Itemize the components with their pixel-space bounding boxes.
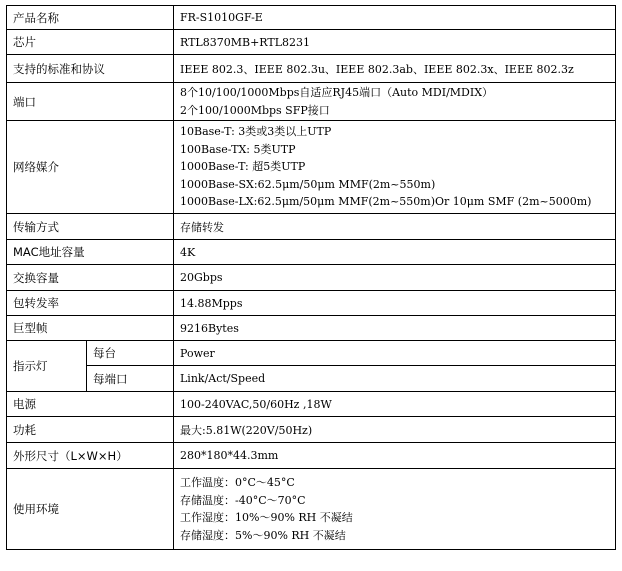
power-value: 100-240VAC,50/60Hz ,18W — [174, 392, 616, 417]
ports-label: 端口 — [7, 83, 174, 121]
chip-label: 芯片 — [7, 30, 174, 55]
packet-rate-value: 14.88Mpps — [174, 291, 616, 316]
mac-capacity-label: MAC地址容量 — [7, 240, 174, 265]
row-media — [7, 121, 616, 214]
row-consumption — [7, 417, 616, 443]
indicator-port-label: 每端口 — [87, 366, 174, 392]
environment-label: 使用环境 — [7, 469, 174, 550]
row-ports — [7, 83, 616, 121]
row-transfer-mode — [7, 214, 616, 240]
power-label: 电源 — [7, 392, 174, 417]
environment-line: 工作温度：0°C～45°C — [180, 476, 295, 489]
row-switch-capacity — [7, 265, 616, 291]
switch-capacity-label: 交换容量 — [7, 265, 174, 291]
switch-capacity-value: 20Gbps — [174, 265, 616, 291]
dimensions-value: 280*180*44.3mm — [174, 443, 616, 469]
product-name-label: 产品名称 — [7, 6, 174, 30]
jumbo-frame-value: 9216Bytes — [174, 316, 616, 341]
spec-table — [6, 5, 616, 550]
row-chip — [7, 30, 616, 55]
media-label: 网络媒介 — [7, 121, 174, 214]
environment-line: 存储湿度：5%～90% RH 不凝结 — [180, 528, 346, 542]
indicator-unit-label: 每台 — [87, 341, 174, 366]
row-environment — [7, 469, 616, 550]
standards-value: IEEE 802.3、IEEE 802.3u、IEEE 802.3ab、IEEE 802.3x、IEEE 802.3z — [174, 55, 616, 83]
row-jumbo-frame — [7, 316, 616, 341]
consumption-value: 最大:5.81W(220V/50Hz) — [174, 417, 616, 443]
jumbo-frame-label: 巨型帧 — [7, 316, 174, 341]
dimensions-label: 外形尺寸（L×W×H） — [7, 443, 174, 469]
product-name-value: FR-S1010GF-E — [174, 6, 616, 30]
media-line: 1000Base-LX:62.5μm/50μm MMF(2m~550m)Or 10μm SMF (2m~5000m) — [180, 195, 592, 209]
row-power — [7, 392, 616, 417]
consumption-label: 功耗 — [7, 417, 174, 443]
chip-value: RTL8370MB+RTL8231 — [174, 30, 616, 55]
environment-line: 存储温度：-40°C～70°C — [180, 493, 306, 507]
indicator-unit-value: Power — [174, 341, 616, 366]
row-indicators-port — [7, 366, 616, 392]
standards-label: 支持的标准和协议 — [7, 55, 174, 83]
media-line: 100Base-TX: 5类UTP — [180, 142, 296, 156]
ports-value — [174, 83, 616, 121]
ports-line: 2个100/1000Mbps SFP接口 — [180, 103, 330, 117]
row-packet-rate — [7, 291, 616, 316]
row-indicators-unit — [7, 341, 616, 366]
ports-line: 8个10/100/1000Mbps自适应RJ45端口（Auto MDI/MDIX） — [180, 86, 494, 99]
packet-rate-label: 包转发率 — [7, 291, 174, 316]
mac-capacity-value: 4K — [174, 240, 616, 265]
media-value — [174, 121, 616, 214]
media-line: 1000Base-SX:62.5μm/50μm MMF(2m~550m) — [180, 177, 436, 191]
row-standards — [7, 55, 616, 83]
transfer-mode-label: 传输方式 — [7, 214, 174, 240]
environment-value — [174, 469, 616, 550]
media-line: 1000Base-T: 超5类UTP — [180, 160, 306, 174]
transfer-mode-value: 存储转发 — [174, 214, 616, 240]
media-line: 10Base-T: 3类或3类以上UTP — [180, 125, 332, 139]
indicator-port-value: Link/Act/Speed — [174, 366, 616, 392]
indicators-label: 指示灯 — [7, 341, 87, 392]
environment-line: 工作湿度：10%～90% RH 不凝结 — [180, 511, 353, 524]
row-dimensions — [7, 443, 616, 469]
row-product-name — [7, 6, 616, 30]
row-mac-capacity — [7, 240, 616, 265]
